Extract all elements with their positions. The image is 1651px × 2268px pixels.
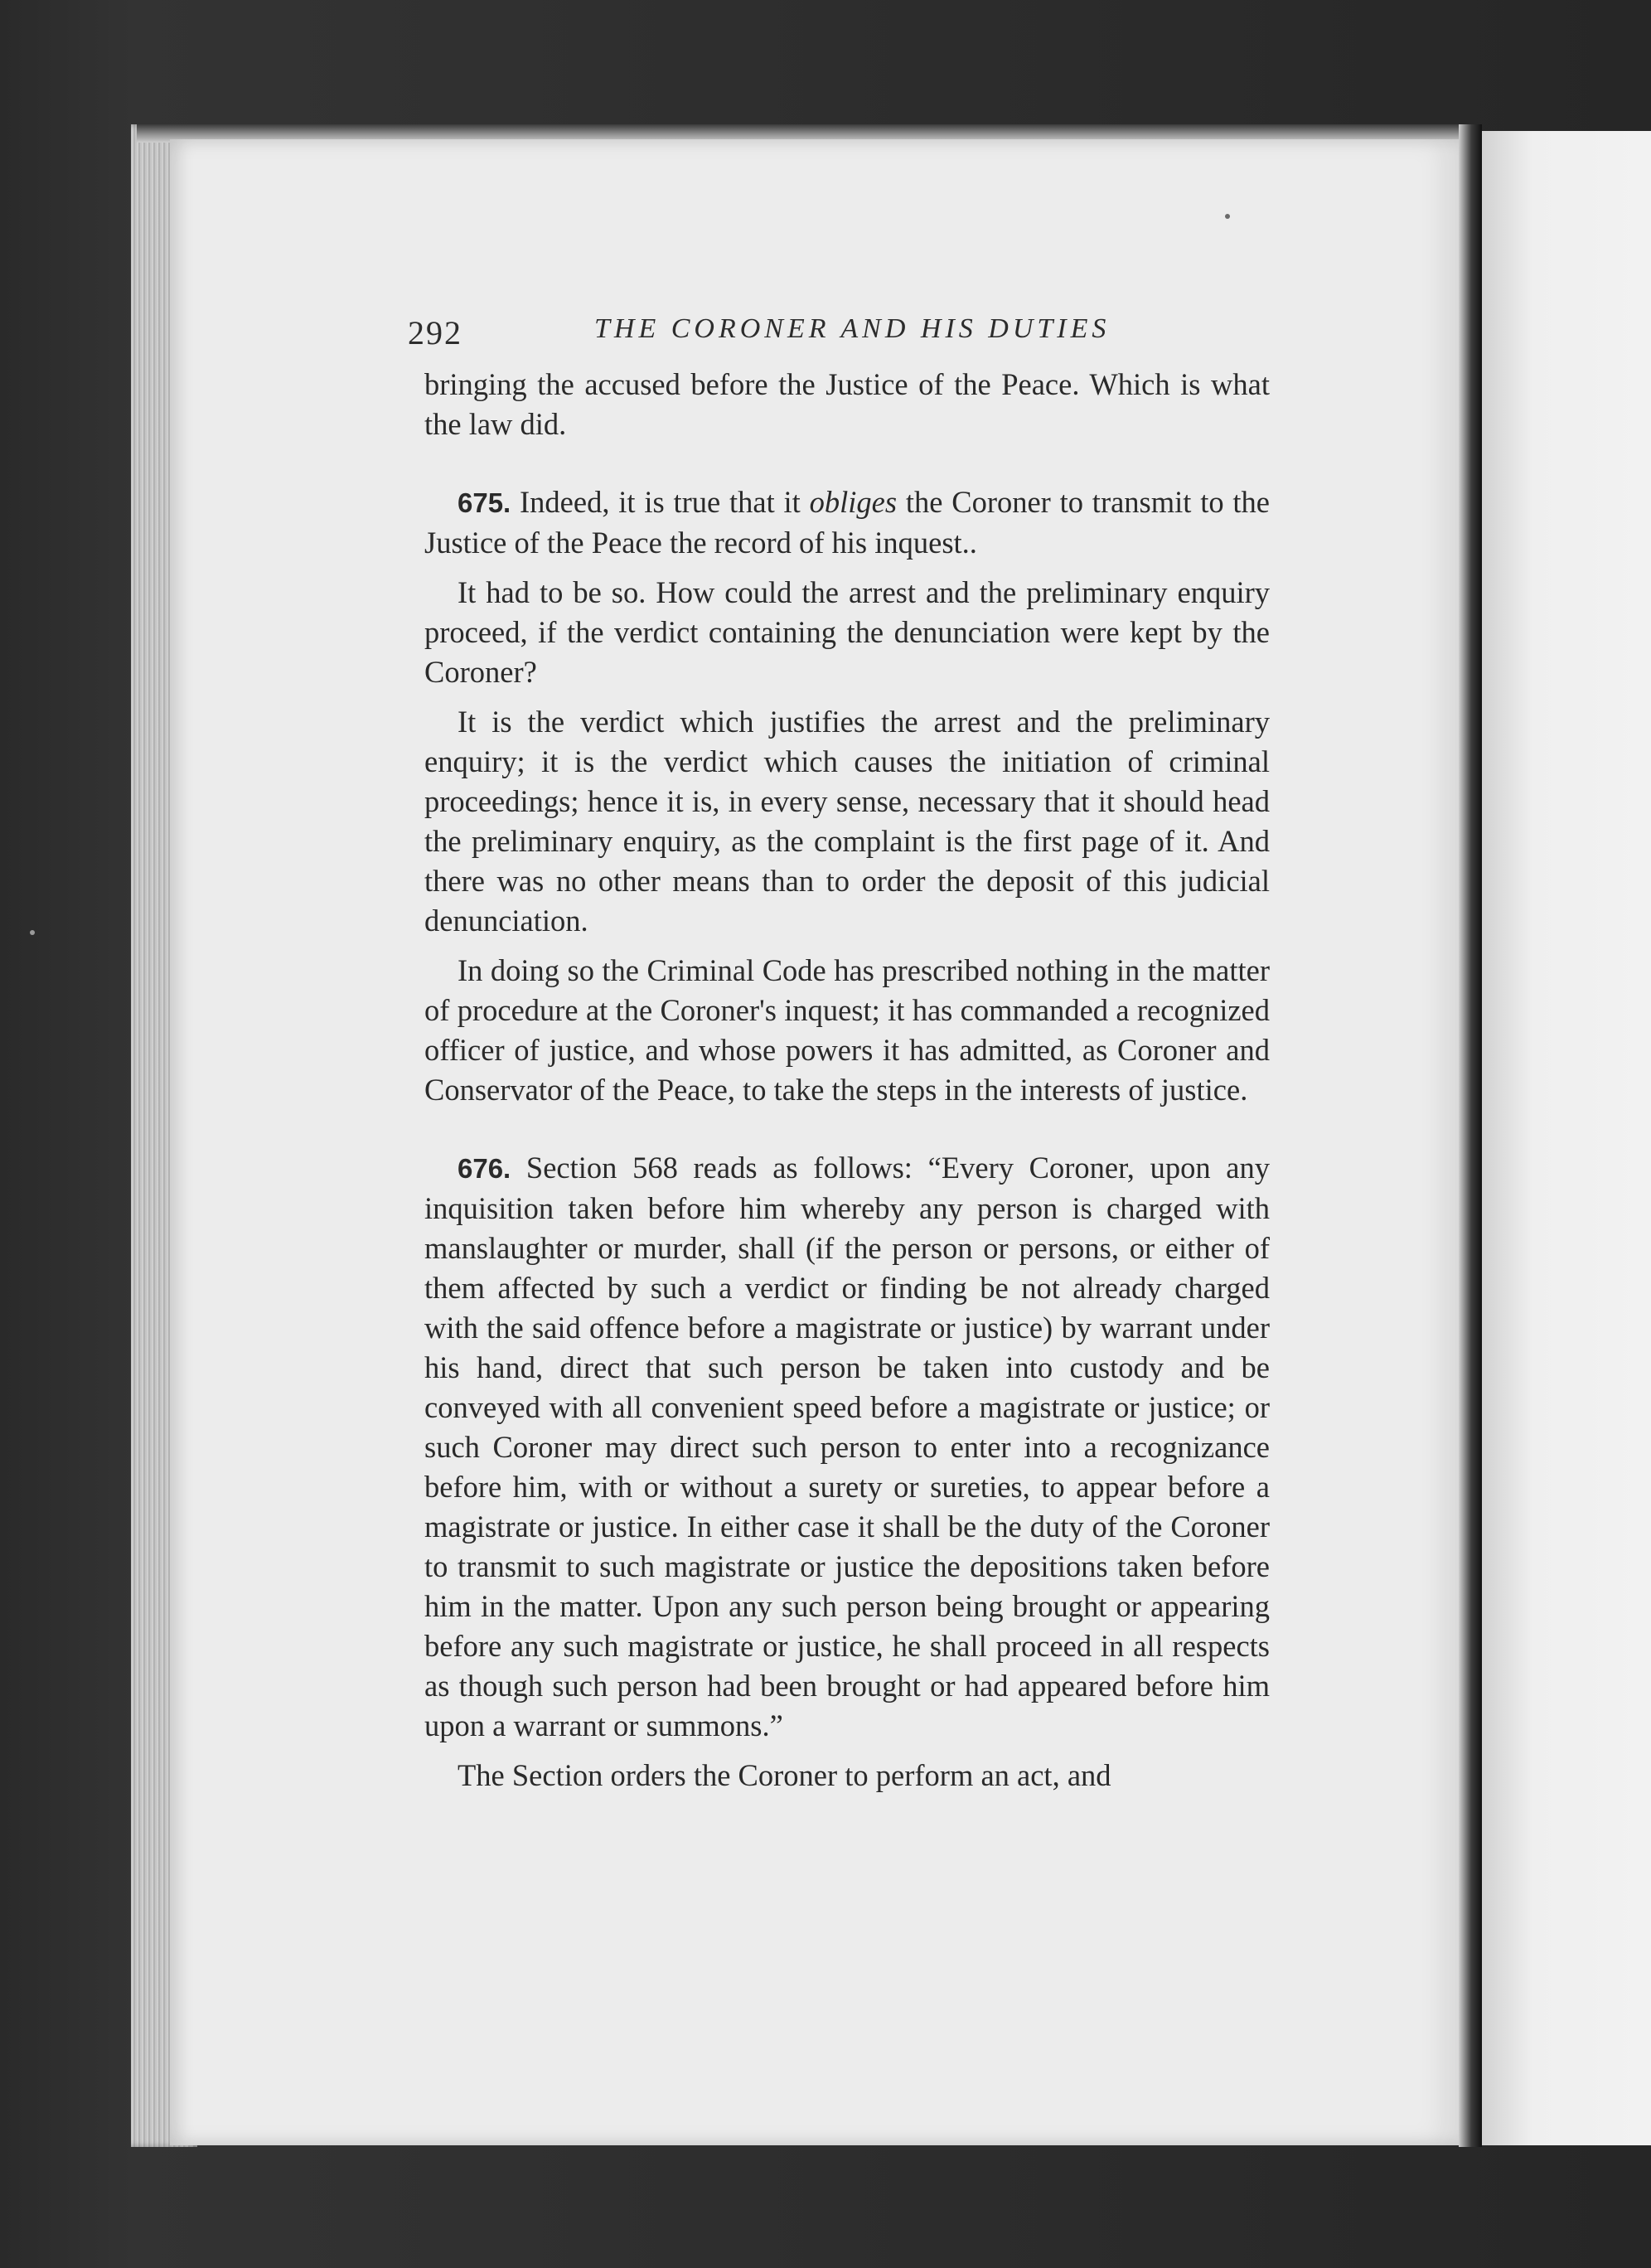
opening-paragraph: bringing the accused before the Justice of the Peace. Which is what the law did. [424, 367, 1270, 441]
paragraph: The Section orders the Coroner to perform an act, and [458, 1758, 1111, 1792]
book-gutter [1459, 124, 1482, 2147]
section-676-paragraph [424, 1148, 1270, 1746]
scan-speck [30, 930, 35, 935]
page-number: 292 [408, 314, 462, 351]
section-676-text: Section 568 reads as follows: “Every Coroner, upon any inquisition taken before him whereby any person is charged with manslaughter or murder, shall (if the person or persons, or either of them affected by such a verdict or finding be not already charged with the said offence before a magistrate or justice) by warrant under his hand, direct that such person be taken into custody and be conveyed with all convenient speed before a magistrate or justice; or such Coroner may direct such person to enter into a recognizance before him, with or without a surety or sureties, to appear before a magistrate or justice. In either case it shall be the duty of the Coroner to transmit to such magistrate or justice the depositions taken before him in the matter. Upon any such person being brought or appearing before any such magistrate or justice, he shall proceed in all respects as though such person had been brought or had appeared before him upon a warrant or summons.” [424, 1151, 1270, 1742]
section-675-lead: Indeed, it is true that it [511, 485, 810, 519]
paragraph: It is the verdict which justifies the arrest and the preliminary enquiry; it is the verdict which causes the initiation of criminal proceedings; hence it is, in every sense, necessary that it should head the preliminary enquiry, as the complaint is the first page of it. And there was no other means than to order the deposit of this judicial denunciation. [424, 705, 1270, 938]
page-body [424, 365, 1270, 1796]
paragraph: It had to be so. How could the arrest and the preliminary enquiry proceed, if the verdict containing the denunciation were kept by the Coroner? [424, 575, 1270, 689]
paragraph: In doing so the Criminal Code has prescribed nothing in the matter of procedure at the Coroner's inquest; it has commanded a recognized officer of justice, and whose powers it has admitted, as Coroner and Conservator of the Peace, to take the steps in the interests of justice. [424, 953, 1270, 1107]
running-title: THE CORONER AND HIS DUTIES [594, 313, 1111, 344]
facing-page [1482, 131, 1651, 2145]
scan-speck [1225, 214, 1230, 219]
section-675-rest: the Coroner to transmit to the Justice of the Peace the record of his inquest.. [424, 485, 1270, 560]
section-number: 676. [458, 1153, 511, 1184]
running-head [408, 308, 1286, 350]
section-675-paragraph [424, 482, 1270, 563]
section-number: 675. [458, 487, 511, 518]
section-675-emphasis: obliges [809, 485, 898, 519]
